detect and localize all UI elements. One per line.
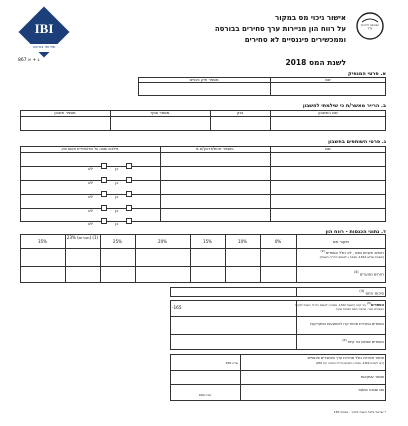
proceeds-sublabel: (ראו לשונות 1322, נספח ג לטופס הדו"ח השנתי, קוד 256) (315, 361, 384, 365)
section-b-title: ב. הרייר מאשר/ת כי שילמתי לחשבון (302, 103, 386, 109)
row1-label: רווחים חיוביים במס , לא כולל הפסדים $^{(2)}$ (320, 249, 384, 256)
yes-checkbox[interactable] (101, 191, 107, 197)
no-label: לא (88, 166, 93, 171)
no-checkbox[interactable] (126, 177, 132, 183)
section-b-account-name-field[interactable] (271, 117, 385, 130)
section-c-table (20, 146, 386, 222)
total-tax-label: סיכום המס $^{(4)}$ (359, 289, 384, 296)
section-b-col-account-num: מספר חשבון (54, 110, 76, 115)
logo-text: IBI (34, 21, 54, 36)
section-a-col-name: שם (325, 77, 331, 82)
footer-note: * ישראל בלבד השנה לחזור - נוסחה 130 (333, 410, 386, 414)
no-label: לא (88, 221, 93, 226)
section-b-col-bank: בנק (236, 110, 244, 115)
seal-text: הבורסה לניירות ערך (360, 23, 380, 31)
no-checkbox[interactable] (126, 163, 132, 169)
rate-23-companies: 23% (חברות) (1) (66, 235, 99, 240)
title-line-2: על רווח הון מניירות ערך סחירים בבורסה (214, 25, 346, 33)
title-line-4: לשנת המס 2018 (285, 58, 346, 67)
rates-header-label: שיעור מס (332, 239, 350, 244)
section-b-col-account-name: שם החשבון (318, 110, 338, 115)
title-line-3: וממכשירים פיננסיים לא סחירים (244, 36, 346, 44)
row2-label: רווחים מנוערים $^{(4)}$ (354, 270, 384, 277)
section-a-title: א. פרטי המנפיק (348, 71, 386, 77)
section-b-bank-field[interactable] (211, 117, 269, 130)
offset-label: הפסדים במכירת מניות קרו להשקעות במקרקעין (310, 322, 384, 326)
rate-20: 20% (158, 239, 167, 244)
rate-0: 0% (274, 239, 282, 244)
no-label: לא (88, 208, 93, 213)
no-label: לא (88, 180, 93, 185)
yes-label: כן (115, 194, 119, 199)
yes-checkbox[interactable] (101, 177, 107, 183)
section-c-col-flag: מילוטה ומונה על החלמיתייית חשום חוק (61, 147, 119, 151)
losses-label: הפסדים$^{(5)}$ בני קיזוז (חשבת 1322, נספח ג לטופס הדו"ח השנתי לנקות (295, 301, 384, 308)
rate-35: 35% (38, 239, 47, 244)
section-a-name-field[interactable] (271, 83, 385, 95)
section-c-title: ג. פרטי השותפים בחשבון (328, 139, 386, 145)
ibi-logo (18, 6, 70, 58)
proceeds-label: תחזור מכירות כולל מניירות ערך ומכשירים פיננסיים (307, 356, 384, 360)
section-c-col-name: שם (325, 146, 331, 151)
section-b-branch-field[interactable] (111, 117, 209, 130)
proceeds-code: שדה 256 (225, 361, 238, 365)
section-a-id-field[interactable] (139, 83, 269, 95)
section-c-row-5 (80, 210, 135, 229)
section-a-col-id: מספר תיק ניכויים (189, 77, 219, 82)
exchange-seal (356, 12, 384, 40)
section-b-account-num-field[interactable] (21, 117, 109, 130)
rate-15: 15% (203, 239, 212, 244)
losses-value[interactable]: -165 (172, 305, 182, 310)
yes-label: כן (115, 221, 119, 226)
non-offset-label: הפסדים שאינם בני קיזוז $^{(6)}$ (342, 338, 384, 345)
clients-label: מספר עסקאות (360, 375, 384, 379)
yes-label: כן (115, 208, 119, 213)
no-checkbox[interactable] (126, 191, 132, 197)
losses-desc-2: המוכרים שכר, שרשור המס הפחות גביף) (335, 307, 384, 311)
no-label: לא (88, 194, 93, 199)
logo-subtext: שירותי בורסה (32, 44, 56, 49)
title-line-1: אישור ניכוי מס במקור (275, 14, 346, 22)
rate-25: 25% (113, 239, 122, 244)
form-code: 867 ג + א (18, 58, 40, 63)
deposit-label: מס שנוכה במקור (357, 388, 384, 392)
yes-label: כן (115, 166, 119, 171)
deposit-code: שדה 040 (198, 393, 212, 397)
section-b-col-branch: מספר סניף (150, 110, 170, 115)
yes-checkbox[interactable] (101, 163, 107, 169)
yes-checkbox[interactable] (101, 218, 107, 224)
rate-10: 10% (238, 239, 247, 244)
row1-sublabel: (חשבת שלוש 1322, נספח ג לטופס הדו"ח השנתי) (319, 255, 384, 259)
no-checkbox[interactable] (126, 218, 132, 224)
section-c-col-id: מספר זהות/דרכון/ח.פ. (195, 146, 235, 151)
yes-label: כן (115, 180, 119, 185)
section-d-title: ד. נתוני הכנסות - רווח הון (325, 229, 386, 235)
